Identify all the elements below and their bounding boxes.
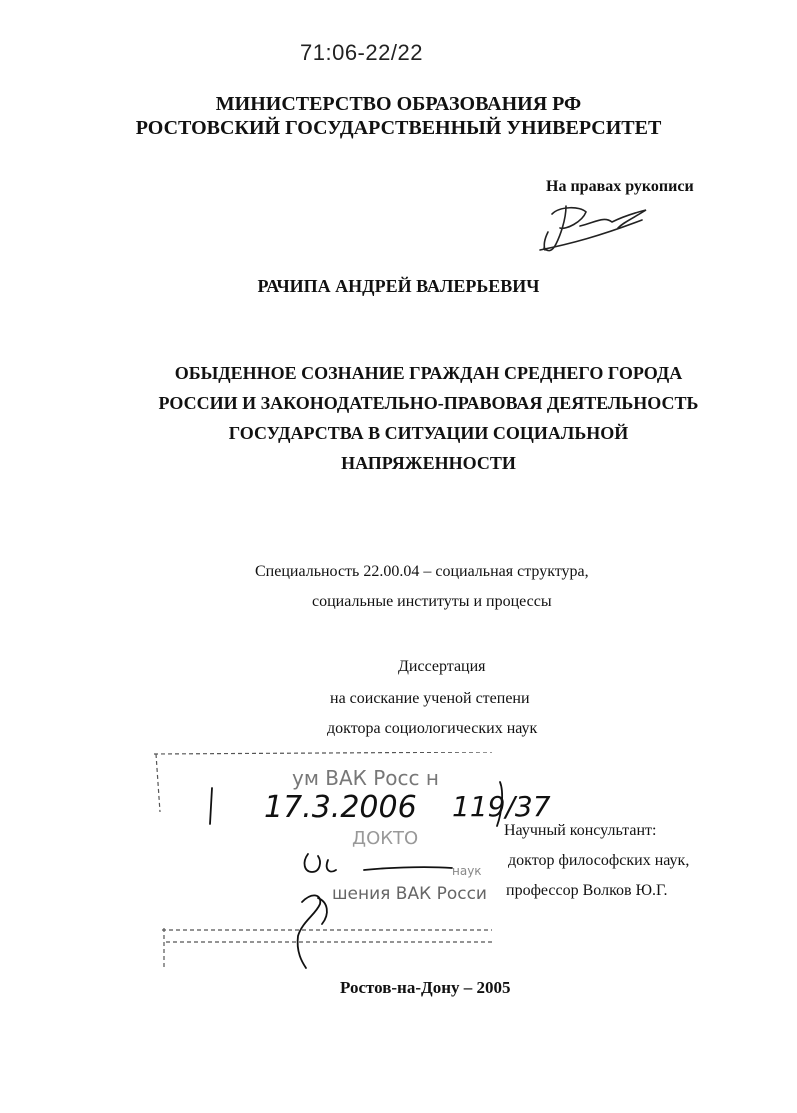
- specialty-line-2: социальные институты и процессы: [312, 593, 552, 610]
- stamp-handwritten-date: 17.3.2006: [264, 790, 417, 825]
- stamp-line-1: ум ВАК Росс н: [292, 766, 439, 790]
- stamp-line-4: шения ВАК Росси: [332, 884, 487, 904]
- degree-line-2: доктора социологических наук: [327, 720, 538, 737]
- title-line: НАПРЯЖЕННОСТИ: [341, 453, 516, 473]
- city-year: Ростов-на-Дону – 2005: [340, 978, 511, 997]
- consultant-degree: доктор философских наук,: [508, 852, 690, 869]
- degree-line-1: на соискание ученой степени: [330, 690, 530, 707]
- stamp-line-3: наук: [452, 864, 482, 878]
- dissertation-label: Диссертация: [398, 658, 486, 675]
- author-name: РАЧИПА АНДРЕЙ ВАЛЕРЬЕВИЧ: [257, 276, 540, 296]
- title-line: ОБЫДЕННОЕ СОЗНАНИЕ ГРАЖДАН СРЕДНЕГО ГОРОДА: [174, 363, 683, 383]
- consultant-label: Научный консультант:: [504, 822, 657, 839]
- manuscript-rights-label: На правах рукописи: [546, 178, 694, 195]
- stamp-handwritten-number: 119/37: [452, 790, 551, 823]
- registration-stamp: [152, 752, 551, 972]
- ministry-name: МИНИСТЕРСТВО ОБРАЗОВАНИЯ РФ: [215, 93, 582, 115]
- stamp-line-2: ДОКТО: [352, 828, 419, 849]
- consultant-name: профессор Волков Ю.Г.: [506, 882, 668, 899]
- title-line: РОССИИ И ЗАКОНОДАТЕЛЬНО-ПРАВОВАЯ ДЕЯТЕЛЬНОСТЬ: [158, 393, 699, 413]
- archive-code: 71:06-22/22: [300, 40, 423, 65]
- university-name: РОСТОВСКИЙ ГОСУДАРСТВЕННЫЙ УНИВЕРСИТЕТ: [135, 117, 662, 139]
- dissertation-title: [100, 358, 757, 478]
- title-line: ГОСУДАРСТВА В СИТУАЦИИ СОЦИАЛЬНОЙ: [228, 423, 629, 443]
- specialty-line-1: Специальность 22.00.04 – социальная структура,: [255, 563, 589, 580]
